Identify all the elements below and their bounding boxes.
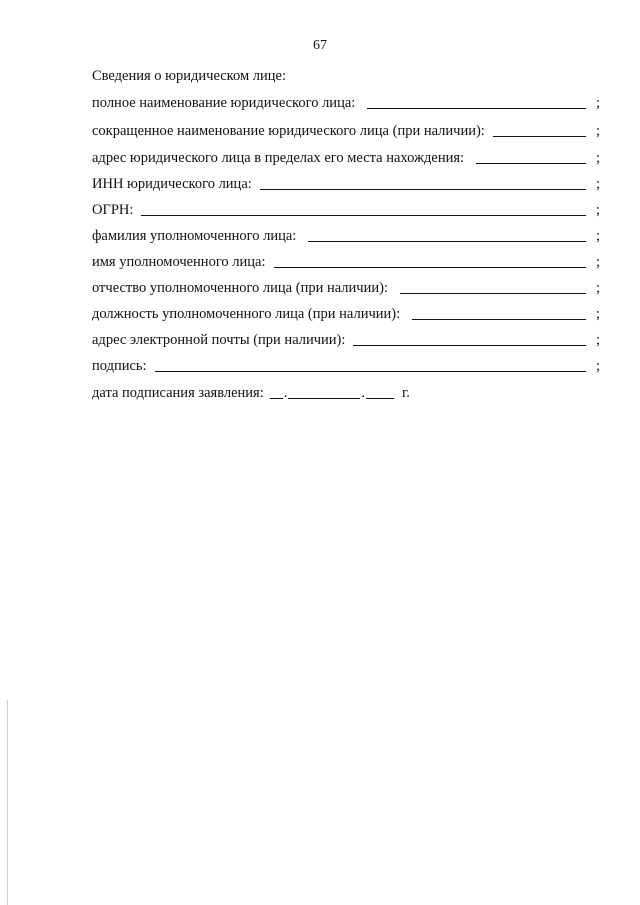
field-terminator: ; xyxy=(595,358,600,374)
page-number: 67 xyxy=(313,38,327,53)
field-terminator: ; xyxy=(595,254,600,270)
field-label: ОГРН: xyxy=(92,202,134,218)
field-label: ИНН юридического лица: xyxy=(92,176,252,192)
field-label: отчество уполномоченного лица (при наличии): xyxy=(92,280,388,296)
fill-line[interactable] xyxy=(493,120,586,137)
fill-line[interactable] xyxy=(260,173,586,190)
field-surname xyxy=(92,225,600,245)
field-short-name xyxy=(92,120,600,140)
field-terminator: ; xyxy=(595,176,600,192)
field-signing-date xyxy=(92,382,410,402)
section-heading: Сведения о юридическом лице: xyxy=(92,68,286,84)
fill-line[interactable] xyxy=(476,147,586,164)
field-label: адрес электронной почты (при наличии): xyxy=(92,332,346,348)
date-suffix: г. xyxy=(402,385,410,401)
date-separator: . xyxy=(283,385,288,401)
field-label: подпись: xyxy=(92,358,147,374)
field-terminator: ; xyxy=(595,306,600,322)
date-year-line[interactable] xyxy=(366,382,394,399)
field-terminator: ; xyxy=(595,123,600,139)
field-first-name xyxy=(92,251,600,271)
field-terminator: ; xyxy=(595,95,600,111)
fill-line[interactable] xyxy=(274,251,587,268)
field-label: фамилия уполномоченного лица: xyxy=(92,228,297,244)
field-label: сокращенное наименование юридического лица (при наличии): xyxy=(92,123,485,139)
date-separator: . xyxy=(361,385,365,401)
field-label: адрес юридического лица в пределах его места нахождения: xyxy=(92,150,465,166)
field-email xyxy=(92,329,600,349)
fill-line[interactable] xyxy=(141,199,586,216)
field-label: дата подписания заявления: xyxy=(92,385,264,401)
fill-line[interactable] xyxy=(400,277,586,294)
date-day-line[interactable] xyxy=(270,382,283,399)
date-month-line[interactable] xyxy=(288,382,360,399)
field-inn xyxy=(92,173,600,193)
scan-edge-line xyxy=(7,700,8,905)
field-ogrn xyxy=(92,199,600,219)
field-address xyxy=(92,147,600,167)
field-position xyxy=(92,303,600,323)
field-patronymic xyxy=(92,277,600,297)
field-terminator: ; xyxy=(595,202,600,218)
fill-line[interactable] xyxy=(353,329,586,346)
fill-line[interactable] xyxy=(412,303,586,320)
field-terminator: ; xyxy=(595,228,600,244)
fill-line[interactable] xyxy=(155,355,586,372)
field-full-name xyxy=(92,92,600,112)
fill-line[interactable] xyxy=(308,225,586,242)
field-label: имя уполномоченного лица: xyxy=(92,254,266,270)
field-terminator: ; xyxy=(595,150,600,166)
field-terminator: ; xyxy=(595,332,600,348)
field-label: должность уполномоченного лица (при наличии): xyxy=(92,306,401,322)
field-signature xyxy=(92,355,600,375)
field-label: полное наименование юридического лица: xyxy=(92,95,356,111)
field-terminator: ; xyxy=(595,280,600,296)
fill-line[interactable] xyxy=(367,92,586,109)
